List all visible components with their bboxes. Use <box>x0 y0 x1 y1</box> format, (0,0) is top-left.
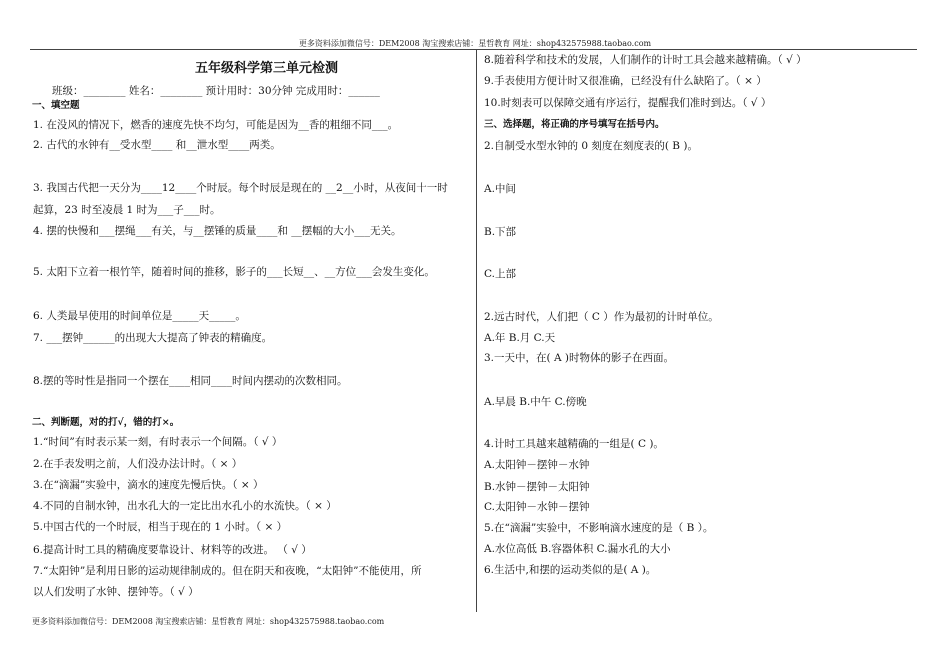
section-choice-heading: 三、选择题，将正确的序号填写在括号内。 <box>484 119 665 130</box>
fill-item: 2. 古代的水钟有__受水型____ 和__泄水型____两类。 <box>33 139 281 151</box>
choice-option: C.太阳钟－水钟－摆钟 <box>484 501 590 513</box>
judge-item: 10.时刻表可以保障交通有序运行，提醒我们准时到达。（ √ ） <box>484 97 772 109</box>
fill-item: 7. ___摆钟______的出现大大提高了钟表的精确度。 <box>33 332 273 344</box>
choice-option: B.下部 <box>484 226 517 238</box>
choice-options-row: A.年 B.月 C.天 <box>484 332 556 344</box>
student-info-line: 班级：________ 姓名：________ 预计用时：30分钟 完成用时：______ <box>52 85 380 97</box>
choice-options-row: A.水位高低 B.容器体积 C.漏水孔的大小 <box>484 543 671 555</box>
judge-item: 2.在手表发明之前，人们没办法计时。（ × ） <box>33 458 243 470</box>
judge-item: 4.不同的自制水钟，出水孔大的一定比出水孔小的水流快。（ × ） <box>33 500 337 512</box>
judge-item: 9.手表使用方便计时又很准确，已经没有什么缺陷了。（ × ） <box>484 75 767 87</box>
choice-option: A.中间 <box>484 183 516 195</box>
choice-options-row: A.早晨 B.中午 C.傍晚 <box>484 396 587 408</box>
fill-item: 8.摆的等时性是指同一个摆在____相同____时间内摆动的次数相同。 <box>33 375 348 387</box>
column-divider <box>476 50 477 612</box>
fill-item: 6. 人类最早使用的时间单位是_____天_____。 <box>33 310 246 322</box>
choice-option: A.太阳钟－摆钟－水钟 <box>484 459 590 471</box>
judge-item: 1.“时间”有时表示某一刻，有时表示一个间隔。（ √ ） <box>33 436 283 448</box>
footer-note: 更多资料添加微信号：DEM2008 淘宝搜索店铺：星哲教育 网址：shop432575988.taobao.com <box>32 617 385 626</box>
judge-item: 7.“太阳钟”是利用日影的运动规律制成的。但在阴天和夜晚，“太阳钟”不能使用，所 <box>33 565 422 577</box>
section-judge-heading: 二、判断题，对的打√，错的打×。 <box>32 417 180 428</box>
choice-question: 3.一天中，在( A )时物体的影子在西面。 <box>484 352 674 364</box>
judge-item: 6.提高计时工具的精确度要靠设计、材料等的改进。 （ √ ） <box>33 544 312 556</box>
judge-item: 3.在“滴漏”实验中，滴水的速度先慢后快。（ × ） <box>33 479 264 491</box>
fill-item: 1. 在没风的情况下，燃香的速度先快不均匀，可能是因为__香的粗细不同___。 <box>33 119 399 131</box>
choice-option: B.水钟－摆钟－太阳钟 <box>484 481 590 493</box>
fill-item: 起算，23 时至凌晨 1 时为___子___时。 <box>33 204 221 216</box>
header-rule <box>30 49 917 50</box>
judge-item: 5.中国古代的一个时辰，相当于现在的 1 小时。（ × ） <box>33 521 288 533</box>
fill-item: 3. 我国古代把一天分为____12____个时辰。每个时辰是现在的 __2__小时，从夜间十一时 <box>33 182 448 194</box>
choice-question: 2.自制受水型水钟的 0 刻度在刻度表的( B )。 <box>484 140 698 152</box>
choice-question: 5.在“滴漏”实验中，不影响滴水速度的是（ B ）。 <box>484 522 714 534</box>
judge-item: 以人们发明了水钟、摆钟等。（ √ ） <box>33 586 199 598</box>
header-note: 更多资料添加微信号：DEM2008 淘宝搜索店铺：星哲教育 网址：shop432575988.taobao.com <box>298 39 652 48</box>
choice-question: 2.远古时代，人们把（ C ）作为最初的计时单位。 <box>484 311 719 323</box>
judge-item: 8.随着科学和技术的发展，人们制作的计时工具会越来越精确。（ √ ） <box>484 54 807 66</box>
section-fill-heading: 一、填空题 <box>32 100 80 111</box>
fill-item: 4. 摆的快慢和___摆绳___有关，与__摆锤的质量____和 __摆幅的大小___无关。 <box>33 225 402 237</box>
choice-option: C.上部 <box>484 268 516 280</box>
fill-item: 5. 太阳下立着一根竹竿，随着时间的推移，影子的___长短__、__方位___会发生变化。 <box>33 266 435 278</box>
choice-question: 4.计时工具越来越精确的一组是( C )。 <box>484 438 664 450</box>
choice-question: 6.生活中,和摆的运动类似的是( A )。 <box>484 564 657 576</box>
page-title: 五年级科学第三单元检测 <box>195 61 339 76</box>
